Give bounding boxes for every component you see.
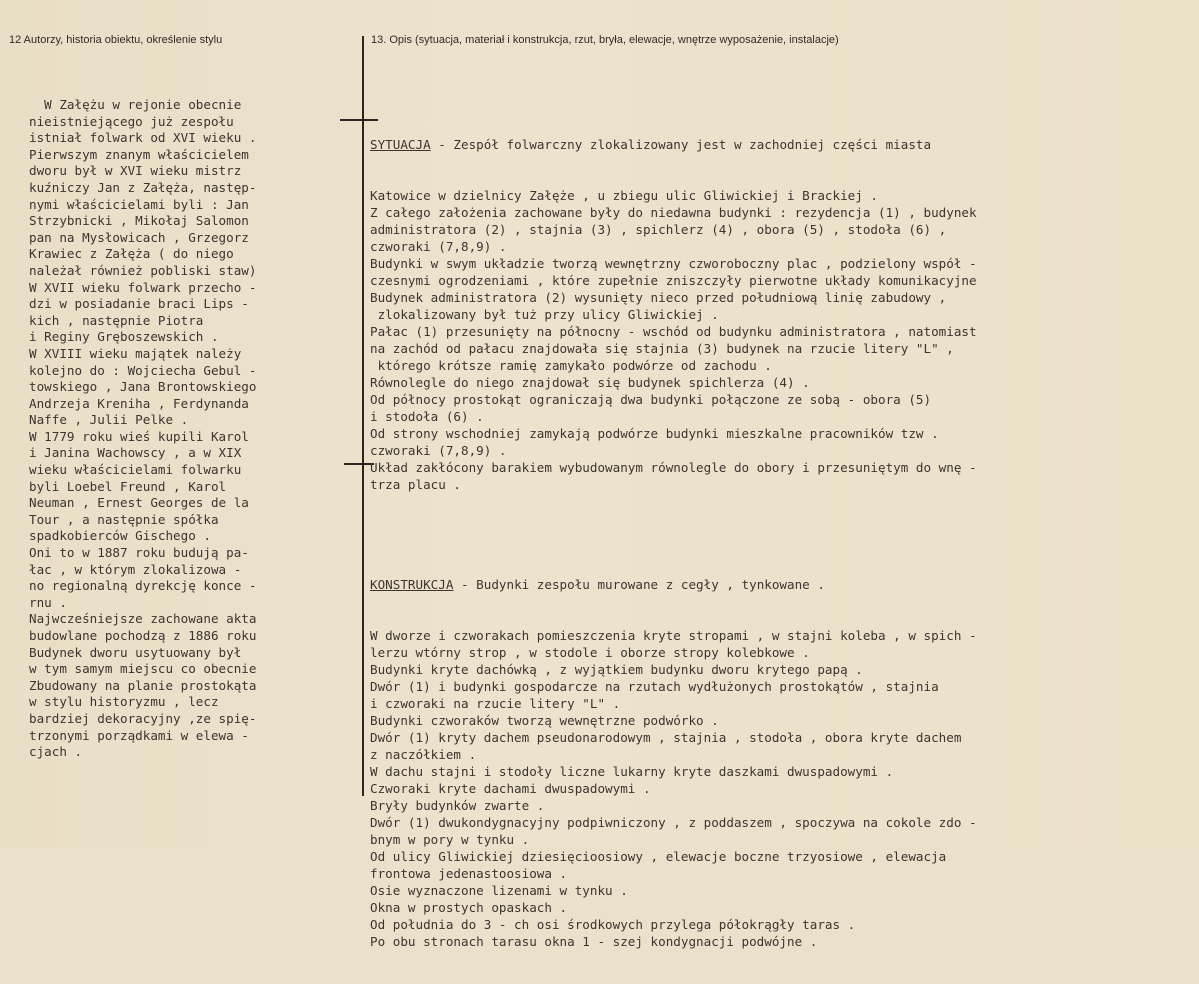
history-text-line: Tour , a następnie spółka — [29, 511, 219, 527]
construction-text-line: Budynki czworaków tworzą wewnętrzne podwórko . — [370, 713, 719, 728]
history-text-line: kolejno do : Wojciecha Gebul - — [29, 362, 257, 378]
column-divider — [362, 36, 364, 796]
situation-text-line: Równolegle do niego znajdował się budynek spichlerza (4) . — [370, 375, 810, 390]
history-text-line: Oni to w 1887 roku budują pa- — [29, 545, 249, 561]
situation-text-line: Od strony wschodniej zamykają podwórze budynki mieszkalne pracowników tzw . — [370, 426, 939, 441]
history-text-line: Pierwszym znanym właścicielem — [29, 146, 249, 162]
history-text-line: pan na Mysłowicach , Grzegorz — [29, 229, 249, 245]
construction-heading-line — [370, 576, 1190, 593]
history-text-line: W Załężu w rejonie obecnie — [29, 97, 242, 112]
construction-text-line: lerzu wtórny strop , w stodole i oborze stropy kolebkowe . — [370, 645, 810, 660]
situation-text-line: Pałac (1) przesunięty na północny - wschód od budynku administratora , natomiast — [370, 324, 977, 339]
construction-text-line: bnym w pory w tynku . — [370, 832, 530, 847]
history-text-line: istniał folwark od XVI wieku . — [29, 130, 257, 146]
history-text-line: budowlane pochodzą z 1886 roku — [29, 628, 257, 643]
situation-text-line: i stodoła (6) . — [370, 409, 484, 424]
history-text-line: łac , w którym zlokalizowa - — [29, 561, 242, 577]
history-text-line: kuźniczy Jan z Załęża, następ- — [29, 179, 257, 195]
situation-text-line: którego krótsze ramię zamykało podwórze od zachodu . — [370, 358, 772, 373]
history-text-line: Neuman , Ernest Georges de la — [29, 495, 249, 511]
history-text-line: Zbudowany na planie prostokąta — [29, 677, 257, 693]
situation-label: SYTUACJA — [370, 137, 431, 152]
construction-text-line: Budynki kryte dachówką , z wyjątkiem budynku dworu krytego papą . — [370, 662, 863, 677]
history-text-line: Budynek dworu usytuowany był — [29, 644, 242, 660]
construction-text-line: z naczółkiem . — [370, 747, 477, 762]
history-text-line: w stylu historyzmu , lecz — [29, 694, 219, 710]
history-text-line: należał również pobliski staw) — [29, 262, 257, 278]
construction-text-line: Osie wyznaczone lizenami w tynku . — [370, 883, 628, 898]
history-text-line: trzonymi porządkami w elewa - — [29, 727, 249, 743]
construction-text — [370, 627, 1190, 950]
left-section-header: 12 Autorzy, historia obiektu, określenie stylu — [9, 34, 223, 46]
history-text-line: dworu był w XVI wieku mistrz — [29, 163, 242, 179]
situation-heading-line — [370, 136, 1190, 153]
situation-text-line: Katowice w dzielnicy Załęże , u zbiegu ulic Gliwickiej i Brackiej . — [370, 188, 878, 203]
situation-text-line: Budynki w swym układzie tworzą wewnętrzny czworoboczny plac , podzielony współ - — [370, 256, 977, 271]
construction-text-line: Bryły budynków zwarte . — [370, 798, 545, 813]
construction-text-line: Od południa do 3 - ch osi środkowych przylega półokrągły taras . — [370, 917, 856, 932]
history-text-line: no regionalną dyrekcję konce - — [29, 578, 257, 594]
history-text-line: Krawiec z Załęża ( do niego — [29, 246, 234, 262]
situation-text — [370, 187, 1190, 493]
history-column — [29, 97, 349, 761]
history-text-line: Andrzeja Kreniha , Ferdynanda — [29, 395, 249, 411]
history-text-line: nieistniejącego już zespołu — [29, 113, 234, 129]
history-text-line: i Janina Wachowscy , a w XIX — [29, 445, 242, 461]
construction-text-line: Okna w prostych opaskach . — [370, 900, 568, 915]
construction-text-line: W dworze i czworakach pomieszczenia kryte stropami , w stajni koleba , w spich - — [370, 628, 977, 643]
history-text-line: wieku właścicielami folwarku — [29, 462, 242, 478]
history-text-line: nymi właścicielami byli : Jan — [29, 196, 249, 212]
history-text-line: rnu . — [29, 594, 67, 610]
history-text-line: Najwcześniejsze zachowane akta — [29, 611, 257, 627]
history-text-line: W XVII wieku folwark przecho - — [29, 279, 257, 295]
situation-text-line: Z całego założenia zachowane były do niedawna budynki : rezydencja (1) , budynek — [370, 205, 977, 220]
history-text-line: w tym samym miejscu co obecnie — [29, 661, 257, 677]
situation-text-line: zlokalizowany był tuż przy ulicy Gliwickiej . — [370, 307, 719, 322]
construction-text-line: Po obu stronach tarasu okna 1 - szej kondygnacji podwójne . — [370, 934, 818, 949]
history-text-line: cjach . — [29, 744, 83, 760]
history-text-line: dzi w posiadanie braci Lips - — [29, 296, 249, 312]
history-text-line: bardziej dekoracyjny ,ze spię- — [29, 710, 257, 726]
history-text-line: W XVIII wieku majątek należy — [29, 345, 242, 361]
construction-text-line: Od ulicy Gliwickiej dziesięcioosiowy , elewacje boczne trzyosiowe , elewacja — [370, 849, 947, 864]
situation-text-line: czesnymi ogrodzeniami , które zupełnie zniszczyły pierwotne układy komunikacyjne — [370, 273, 977, 288]
construction-text-line: frontowa jedenastoosiowa . — [370, 866, 568, 881]
situation-text-line: na zachód od pałacu znajdowała się stajnia (3) budynek na rzucie litery "L" , — [370, 341, 954, 356]
construction-label: KONSTRUKCJA — [370, 577, 454, 592]
construction-text-line: i czworaki na rzucie litery "L" . — [370, 696, 621, 711]
description-column — [370, 102, 1190, 984]
situation-text-line: trza placu . — [370, 477, 461, 492]
situation-text-line: administratora (2) , stajnia (3) , spichlerz (4) , obora (5) , stodoła (6) , — [370, 222, 947, 237]
history-text-line: kich , następnie Piotra — [29, 312, 204, 328]
construction-text-line: Dwór (1) dwukondygnacyjny podpiwniczony , z poddaszem , spoczywa na cokole zdo - — [370, 815, 977, 830]
situation-text-line: Budynek administratora (2) wysunięty nieco przed południową linię zabudowy , — [370, 290, 947, 305]
history-text-line: spadkobierców Gischego . — [29, 528, 211, 544]
history-text-line: W 1779 roku wieś kupili Karol — [29, 428, 249, 444]
section-gap — [370, 527, 1190, 542]
right-section-header: 13. Opis (sytuacja, materiał i konstrukcja, rzut, bryła, elewacje, wnętrze wyposażenie, instalacje) — [371, 34, 839, 46]
situation-text-line: Układ zakłócony barakiem wybudowanym równolegle do obory i przesuniętym do wnę - — [370, 460, 977, 475]
history-text-line: i Reginy Gręboszewskich . — [29, 329, 219, 345]
construction-text-line: Dwór (1) kryty dachem pseudonarodowym , stajnia , stodoła , obora kryte dachem — [370, 730, 962, 745]
construction-text-line: W dachu stajni i stodoły liczne lukarny kryte daszkami dwuspadowymi . — [370, 764, 894, 779]
construction-intro: - Budynki zespołu murowane z cegły , tynkowane . — [453, 577, 825, 592]
situation-intro: - Zespół folwarczny zlokalizowany jest w zachodniej części miasta — [430, 137, 932, 152]
history-text-line: towskiego , Jana Brontowskiego — [29, 379, 257, 395]
history-text-line: Naffe , Julii Pelke . — [29, 412, 189, 428]
construction-text-line: Czworaki kryte dachami dwuspadowymi . — [370, 781, 651, 796]
construction-text-line: Dwór (1) i budynki gospodarcze na rzutach wydłużonych prostokątów , stajnia — [370, 679, 939, 694]
history-text-line: Strzybnicki , Mikołaj Salomon — [29, 213, 249, 229]
history-text-line: byli Loebel Freund , Karol — [29, 478, 227, 494]
situation-text-line: Od północy prostokąt ograniczają dwa budynki połączone ze sobą - obora (5) — [370, 392, 932, 407]
situation-text-line: czworaki (7,8,9) . — [370, 239, 507, 254]
situation-text-line: czworaki (7,8,9) . — [370, 443, 507, 458]
